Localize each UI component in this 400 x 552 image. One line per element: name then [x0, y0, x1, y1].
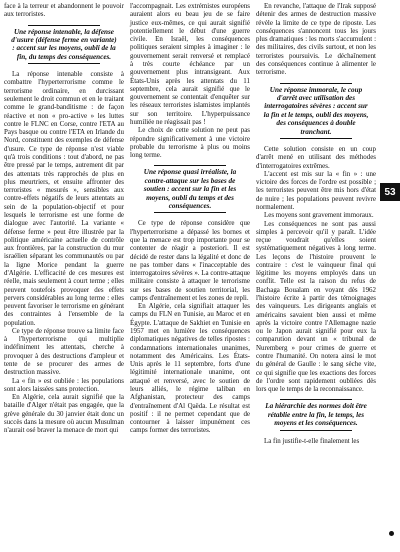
heading-rule — [280, 430, 352, 431]
column-3 — [256, 2, 376, 445]
heading-rule — [280, 138, 352, 139]
paragraph: face à la terreur et abandonnent le pouvoir aux terroristes. — [4, 2, 124, 19]
heading-rule — [28, 25, 100, 26]
page-number: 53 — [384, 186, 396, 198]
heading-text: Une réponse immorale, le coup d'arrêt avec utilisation des interrogatoires sévères : accent sur la fin et le temps, oubli des moyens, des conséquences à double tranchant. — [263, 85, 369, 136]
paragraph: l'accompagnait. Les extrémistes européens auraient alors eu beau jeu de se faire justice eux-mêmes, ce qui aurait signifié potentiellement le début d'une guerre civile. En Israël, les conséquences politiques seraient simples à imaginer : le gouvernement serait renversé et remplacé à très courte échéance par un gouvernement plus intransigeant. Aux États-Unis après les attentats du 11 septembre, cela aurait signifié que le gouvernement se contentait d'enquêter sur les réseaux terroristes islamistes implantés sur son territoire. L'hyperpuissance humiliée ne réagissait pas ! — [130, 2, 250, 126]
section-heading — [10, 25, 118, 65]
heading-text: Une réponse intenable, la défense d'usure (défense ferme en variante) : accent sur les moyens, oubli de la fin, du temps des conséquences. — [11, 27, 117, 61]
paragraph: L'accent est mis sur la « fin » : une victoire des forces de l'ordre est possible ; les terroristes peuvent être mis hors d'état de nuire ; les populations peuvent revivre normalement. — [256, 169, 376, 211]
paragraph: Ce type de réponse considère que l'hyperterrorisme a dépassé les bornes et que la menace est trop importante pour se contenter de réagir a posteriori. Il est décidé de rester dans la légalité et donc de ne pas tomber dans « l'inacceptable des interrogatoires sévères ». La contre-attaque militaire consiste à attaquer le terrorisme sur ses bases de soutien territorial, les camps d'entraînement et les zones de repli. — [130, 219, 251, 302]
paragraph: Ce type de réponse trouve sa limite face à l'hyperterrorisme qui multiplie indéfiniment les attentats, cherche à provoquer à des destructions d'ampleur et tente de se procurer des armes de destruction massive. — [4, 326, 124, 377]
paragraph: La réponse intenable consiste à combattre l'hyperterrorisme comme le terrorisme ordinaire, en durcissant seulement le droit commun et en le traitant comme le grand-banditisme : de façon réactive et non « pro-active » les luttes contre le FLNC en Corse, contre l'ETA au Pays basque ou contre l'ETA en Irlande du Nord, constituent des exemples de défense d'usure. Ce type de réponse n'est viable qu'à trois conditions : tout d'abord, ne pas être pressé par le temps, autrement dit par des attentats très rapprochés de plus en plus meurtriers, et ensuite affronter des terroristes « mesurés », sensibles aux contre-effets négatifs de leurs attentats au sein de la population-objectif et pour lesquels le terrorisme est une forme de dialogue avec l'autorité. La variante « défense ferme » peut être illustrée par la politique américaine actuelle de contrôle aux frontières, par la construction du mur israélien séparant les communautés ou par la ligne Morice pendant la guerre d'Algérie. L'efficacité de ces mesures est réelle, mais seulement à court terme ; elles peuvent toutefois provoquer des effets pervers considérables au long terme : elles peuvent favoriser le terrorisme en générant des contraintes à l'ensemble de la population. — [4, 70, 124, 327]
heading-text: Une réponse quasi irréaliste, la contre-attaque sur les bases de soutien : accent sur la fin et les moyens, oubli du temps et des conséquences. — [143, 168, 237, 210]
heading-rule — [28, 63, 100, 64]
paragraph: Les moyens sont gravement immoraux. — [264, 211, 374, 220]
page-number-tab — [380, 183, 400, 201]
heading-rule — [154, 212, 226, 213]
paragraph: La fin justifie-t-elle finalement les — [264, 436, 360, 445]
paragraph: En Algérie, cela signifiait attaquer les camps du FLN en Tunisie, au Maroc et en Égypte. L'attaque de Sakhiet en Tunisie en 1957 met en lumière les conséquences diplomatiques négatives de telles ripostes : condamnations internationales unanimes, notamment des Américains. Les États-Unis après le 11 septembre, forts d'une légitimité internationale unanime, ont attaqué et renversé, avec le soutien de leurs alliés, le régime taliban en Afghanistan, protecteur des camps d'entraînement d'Al Qaëda. Le résultat est positif : il ne permet cependant que de contourner à laisser impunément ces camps former des terroristes. — [130, 302, 250, 435]
section-heading — [136, 165, 244, 213]
paragraph: Les conséquences ne sont pas aussi simples à percevoir qu'il y paraît. L'idée reçue voudrait qu'elles soient systématiquement négatives à long terme. Les leçons de l'histoire prouvent le contraire : c'est le vainqueur final qui légitime les moyens employés dans un conflit. Telle est la raison du refus de Bachaga Boualam en voyant dès 1962 l'histoire écrite à partir des témoignages des vainqueurs. Les dirigeants anglais et américains savaient bien aussi et même après la victoire contre l'Allemagne nazie ou le Japon aurait signifié pour eux la comparution devant un « tribunal de Nuremberg » pour crimes de guerre et contre l'humanité. On notera ainsi le mot du général de Gaulle : le sang sèche vite, ce qui signifie que les exactions des forces de l'ordre sont rapidement oubliées dès lors que le temps de la reconnaissance. — [256, 219, 376, 394]
paragraph: En revanche, l'attaque de l'Irak supposé détenir des armes de destruction massive révèle la limite de ce type de riposte. Les conséquences s'annoncent tous les jours plus dramatiques : les morts s'accumulent : des militaires, des civils surtout, et non les terroristes poursuivis. Le déchaînement des conséquences continue à alimenter le terrorisme. — [256, 2, 376, 77]
column-1 — [4, 2, 124, 435]
paragraph: Cette solution consiste en un coup d'arrêt mené en utilisant des méthodes d'interrogatoires extrêmes. — [256, 144, 376, 170]
paragraph: En Algérie, cela aurait signifié que la bataille d'Alger n'était pas engagée, que la grève générale du 30 janvier était donc un succès dans la mesure où aucun Musulman n'aurait osé braver la menace de mort qui — [4, 393, 124, 435]
heading-rule — [154, 165, 226, 166]
section-heading — [262, 83, 370, 139]
heading-rule — [280, 83, 352, 84]
heading-text: La hiérarchie des normes doit être rétablie entre la fin, le temps, les moyens et les conséquences. — [265, 402, 367, 428]
section-heading — [262, 399, 370, 430]
paragraph: La « fin » est oubliée : les populations sont alors laissées sans protection. — [4, 376, 124, 393]
column-2 — [130, 2, 250, 435]
paragraph: Le choix de cette solution ne peut pas répondre significativement à une victoire probable du terrorisme à plus ou moins long terme. — [130, 126, 250, 160]
bullet-dot-icon — [389, 531, 394, 536]
heading-rule — [280, 399, 352, 400]
